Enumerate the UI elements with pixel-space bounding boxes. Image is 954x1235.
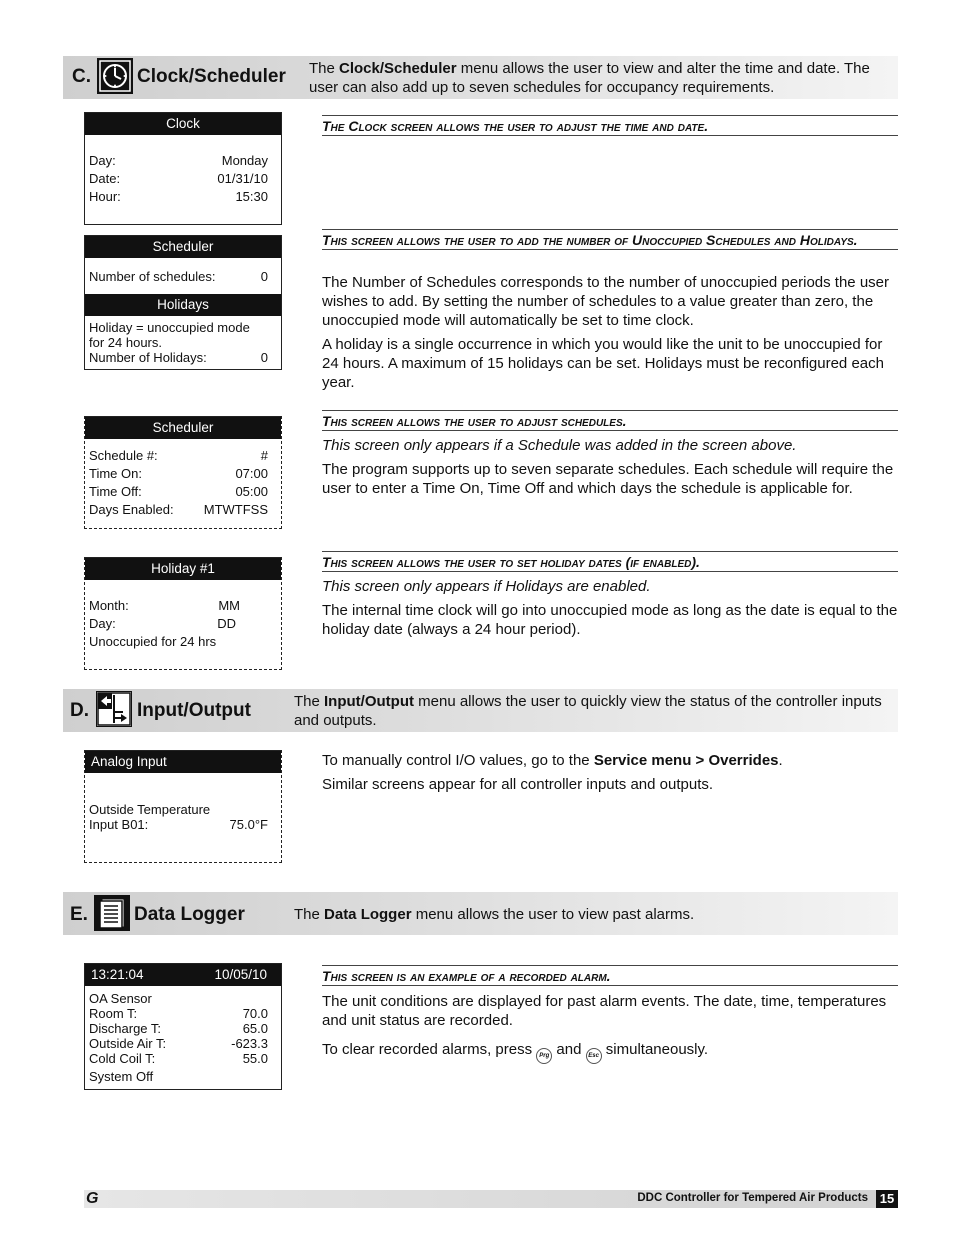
day-row: Day: DD [89,616,236,631]
alarm-row-outside-air: Outside Air T: -623.3 [89,1036,268,1051]
section-d-letter: D. [70,700,89,721]
esc-button-icon: Esc [586,1048,602,1064]
alarm-record-screen [84,963,282,1090]
time-off-row: Time Off: 05:00 [89,484,268,499]
clock-row-hour: Hour: 15:30 [89,189,268,204]
analog-input-header: Analog Input [85,751,281,773]
number-of-holidays-row: Number of Holidays: 0 [89,350,268,365]
alarm-time: 13:21:04 [91,967,144,982]
section-c-title: Clock/Scheduler [137,66,286,87]
clock-screen [84,112,282,225]
input-output-icon [96,691,132,727]
holidays-line-2: for 24 hours. [89,335,162,350]
section-e-description: The Data Logger menu allows the user to view past alarms. [294,906,695,923]
holiday-paragraph: A holiday is a single occurrence in which you would like the unit to be unoccupied for 24 hours. A maximum of 15 holidays can be set. Holidays must be reconfigured each year. [322,336,884,391]
holiday-dates-caption: This screen allows the user to set holiday dates (if enabled). [322,551,898,572]
number-of-schedules-row: Number of schedules: 0 [89,268,268,284]
alarm-record-header [85,964,281,986]
schedule-number-row: Schedule #: # [89,448,268,463]
io-manual-control-paragraph: To manually control I/O values, go to the Service menu > Overrides. [322,752,783,769]
page-number: 15 [876,1190,898,1208]
holiday-detail-header: Holiday #1 [85,558,281,580]
holiday-dates-note: This screen only appears if Holidays are enabled. [322,578,651,595]
footer-document-title: DDC Controller for Tempered Air Products [637,1192,868,1204]
io-similar-screens-paragraph: Similar screens appear for all controller inputs and outputs. [322,776,714,793]
holiday-detail-screen [84,557,282,670]
scheduler-detail-screen [84,416,282,529]
clock-icon [97,58,133,94]
alarm-row-room: Room T: 70.0 [89,1006,268,1021]
alarm-date: 10/05/10 [214,967,267,982]
section-d-description: The Input/Output menu allows the user to quickly view the status of the controller inputs and outputs. [294,693,882,729]
data-logger-icon [94,895,130,931]
input-b01-row: Input B01: 75.0°F [89,817,268,832]
section-d-title: Input/Output [137,700,251,721]
alarm-title: OA Sensor [89,991,152,1006]
scheduler-detail-header: Scheduler [85,417,281,439]
section-c-letter: C. [72,66,91,87]
holidays-header: Holidays [85,294,281,316]
holidays-line-1: Holiday = unoccupied mode [89,320,250,335]
schedules-paragraph: The Number of Schedules corresponds to the number of unoccupied periods the user wishes to add. By setting the number of schedules to a value greater than zero, the unoccupied mode will automatically be set to time clock. [322,274,889,329]
adjust-schedules-paragraph: The program supports up to seven separate schedules. Each schedule will require the user to enter a Time On, Time Off and which days the schedule is applicable for. [322,461,894,497]
adjust-schedules-note: This screen only appears if a Schedule was added in the screen above. [322,437,797,454]
section-c-description: The Clock/Scheduler menu allows the user to view and alter the time and date. The user can also add up to seven schedules for occupancy requirements. [309,60,870,96]
unoccupied-row: Unoccupied for 24 hrs [89,634,217,649]
alarm-paragraph: The unit conditions are displayed for past alarm events. The date, time, temperatures and unit status are recorded. [322,993,887,1029]
clock-row-date: Date: 01/31/10 [89,171,268,186]
prg-button-icon: Prg [536,1048,552,1064]
clear-alarms-paragraph: To clear recorded alarms, press Prg and Esc simultaneously. [322,1040,898,1064]
section-e-letter: E. [70,904,88,925]
time-on-row: Time On: 07:00 [89,466,268,481]
brand-logo: G [86,1190,99,1207]
scheduler-caption: This screen allows the user to add the number of Unoccupied Schedules and Holidays. [322,229,898,250]
clock-row-day: Day: Monday [89,153,268,168]
alarm-status: System Off [89,1069,154,1084]
scheduler-holidays-screen [84,235,282,370]
days-enabled-row: Days Enabled: MTWTFSS [89,502,268,517]
alarm-row-cold-coil: Cold Coil T: 55.0 [89,1051,268,1066]
section-e-title: Data Logger [134,904,245,925]
clock-screen-header: Clock [85,113,281,135]
holiday-dates-paragraph: The internal time clock will go into unoccupied mode as long as the date is equal to the holiday date (always a 24 hour period). [322,602,898,638]
adjust-schedules-caption: This screen allows the user to adjust schedules. [322,410,898,431]
clock-caption: The Clock screen allows the user to adjust the time and date. [322,115,898,136]
alarm-caption: This screen is an example of a recorded alarm. [322,965,898,986]
analog-input-screen [84,750,282,863]
month-row: Month: MM [89,598,240,613]
scheduler-header: Scheduler [85,236,281,258]
outside-temperature-label: Outside Temperature [89,802,211,817]
alarm-row-discharge: Discharge T: 65.0 [89,1021,268,1036]
